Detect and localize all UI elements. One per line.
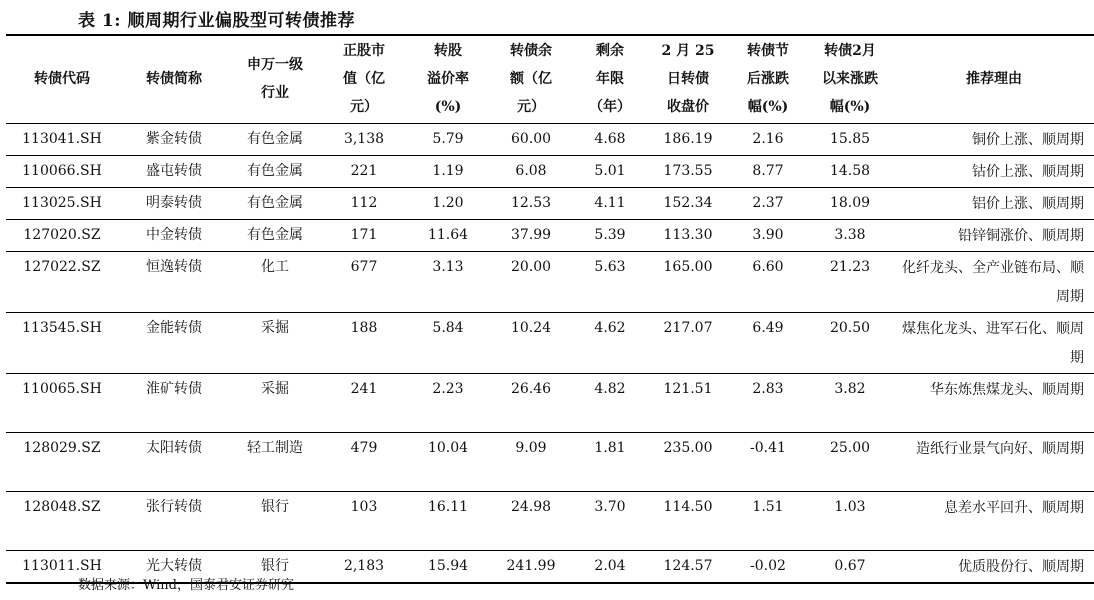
market-cap: 188	[350, 319, 378, 336]
close-price: 152.34	[663, 194, 713, 211]
conversion-premium: 16.11	[427, 498, 469, 515]
remaining-years: 3.70	[594, 498, 626, 515]
bond-balance: 241.99	[506, 557, 556, 574]
since-feb-change: 14.58	[829, 162, 871, 179]
header-close-price: 2 月 25 日转债 收盘价	[661, 43, 715, 116]
close-price: 235.00	[663, 439, 713, 456]
recommend-reason: 铜价上涨、顺周期	[972, 131, 1084, 148]
industry: 轻工制造	[247, 439, 303, 456]
close-price: 121.51	[663, 380, 713, 397]
header-name: 转债简称	[146, 71, 202, 88]
header-industry: 申万一级 行业	[247, 57, 303, 102]
market-cap: 3,138	[343, 130, 385, 147]
industry: 银行	[261, 498, 289, 515]
bond-code: 113011.SH	[22, 557, 102, 574]
post-holiday-change: 6.49	[752, 319, 784, 336]
remaining-years: 1.81	[594, 439, 626, 456]
recommend-reason: 华东炼焦煤龙头、顺周期	[930, 381, 1084, 398]
table-row	[6, 432, 1094, 491]
conversion-premium: 5.84	[432, 319, 464, 336]
remaining-years: 5.63	[594, 258, 626, 275]
data-source-note: 数据来源：Wind，国泰君安证券研究	[78, 578, 294, 593]
bond-name: 中金转债	[146, 226, 202, 243]
market-cap: 112	[350, 194, 378, 211]
remaining-years: 2.04	[594, 557, 626, 574]
since-feb-change: 21.23	[829, 258, 871, 275]
close-price: 173.55	[663, 162, 713, 179]
bond-balance: 60.00	[510, 130, 552, 147]
bond-balance: 10.24	[510, 319, 552, 336]
since-feb-change: 18.09	[829, 194, 871, 211]
bond-name: 淮矿转债	[146, 380, 202, 397]
post-holiday-change: 6.60	[752, 258, 784, 275]
remaining-years: 4.11	[594, 194, 626, 211]
bond-name: 紫金转债	[146, 130, 202, 147]
conversion-premium: 1.20	[432, 194, 464, 211]
industry: 银行	[261, 557, 289, 574]
remaining-years: 4.68	[594, 130, 626, 147]
market-cap: 103	[350, 498, 378, 515]
recommend-reason: 优质股份行、顺周期	[958, 558, 1084, 575]
table-row	[6, 123, 1094, 155]
since-feb-change: 15.85	[829, 130, 871, 147]
bond-balance: 9.09	[515, 439, 547, 456]
since-feb-change: 3.82	[834, 380, 866, 397]
convertible-bond-table	[6, 34, 1094, 584]
market-cap: 171	[350, 226, 378, 243]
post-holiday-change: 2.83	[752, 380, 784, 397]
bond-code: 128048.SZ	[23, 498, 101, 515]
header-remaining-years: 剩余 年限 （年）	[589, 43, 631, 116]
table-body	[6, 123, 1094, 583]
close-price: 113.30	[663, 226, 713, 243]
post-holiday-change: 8.77	[752, 162, 784, 179]
recommend-reason: 造纸行业景气向好、顺周期	[916, 440, 1084, 457]
conversion-premium: 10.04	[427, 439, 469, 456]
bond-name: 金能转债	[146, 319, 202, 336]
bond-balance: 12.53	[510, 194, 552, 211]
since-feb-change: 25.00	[829, 439, 871, 456]
industry: 有色金属	[247, 194, 303, 211]
market-cap: 479	[350, 439, 378, 456]
recommend-reason: 钴价上涨、顺周期	[972, 163, 1084, 180]
table-row	[6, 187, 1094, 219]
post-holiday-change: 1.51	[752, 498, 784, 515]
bond-code: 113025.SH	[22, 194, 102, 211]
market-cap: 677	[350, 258, 378, 275]
recommend-reason: 铅锌铜涨价、顺周期	[958, 227, 1084, 244]
industry: 化工	[261, 258, 289, 275]
bond-code: 128029.SZ	[23, 439, 101, 456]
bond-balance: 6.08	[515, 162, 547, 179]
since-feb-change: 1.03	[834, 498, 866, 515]
market-cap: 2,183	[343, 557, 385, 574]
bond-code: 113041.SH	[22, 130, 102, 147]
industry: 采掘	[261, 380, 289, 397]
recommend-reason: 息差水平回升、顺周期	[944, 499, 1084, 516]
market-cap: 241	[350, 380, 378, 397]
conversion-premium: 3.13	[432, 258, 464, 275]
since-feb-change: 0.67	[834, 557, 866, 574]
bond-balance: 20.00	[510, 258, 552, 275]
since-feb-change: 20.50	[829, 319, 871, 336]
header-reason: 推荐理由	[966, 71, 1022, 88]
recommend-reason: 铝价上涨、顺周期	[972, 195, 1084, 212]
bond-code: 127022.SZ	[23, 258, 101, 275]
post-holiday-change: 2.16	[752, 130, 784, 147]
bond-code: 110065.SH	[22, 380, 102, 397]
close-price: 186.19	[663, 130, 713, 147]
industry: 有色金属	[247, 226, 303, 243]
table-row	[6, 219, 1094, 251]
industry: 采掘	[261, 319, 289, 336]
table-row	[6, 373, 1094, 432]
bond-name: 明泰转债	[146, 194, 202, 211]
since-feb-change: 3.38	[834, 226, 866, 243]
close-price: 114.50	[663, 498, 713, 515]
remaining-years: 5.01	[594, 162, 626, 179]
bond-balance: 37.99	[510, 226, 552, 243]
bond-balance: 24.98	[510, 498, 552, 515]
post-holiday-change: 3.90	[752, 226, 784, 243]
bond-code: 110066.SH	[22, 162, 102, 179]
table-row	[6, 155, 1094, 187]
recommend-reason: 煤焦化龙头、进军石化、顺周期	[902, 320, 1084, 366]
conversion-premium: 15.94	[427, 557, 469, 574]
bond-name: 盛屯转债	[146, 162, 202, 179]
remaining-years: 4.82	[594, 380, 626, 397]
market-cap: 221	[350, 162, 378, 179]
industry: 有色金属	[247, 162, 303, 179]
header-conversion-premium: 转股 溢价率 (%)	[427, 43, 469, 116]
table-row	[6, 251, 1094, 312]
conversion-premium: 11.64	[427, 226, 469, 243]
bond-name: 张行转债	[146, 498, 202, 515]
recommend-reason: 化纤龙头、全产业链布局、顺周期	[902, 259, 1084, 305]
header-post-holiday-change: 转债节 后涨跌 幅(%)	[747, 43, 789, 116]
post-holiday-change: -0.41	[750, 439, 786, 456]
bond-name: 太阳转债	[146, 439, 202, 456]
industry: 有色金属	[247, 130, 303, 147]
bond-name: 光大转债	[146, 557, 202, 574]
table-title: 表 1: 顺周期行业偏股型可转债推荐	[78, 11, 355, 31]
bond-code: 127020.SZ	[23, 226, 101, 243]
table-header	[6, 35, 1094, 123]
remaining-years: 4.62	[594, 319, 626, 336]
bond-code: 113545.SH	[22, 319, 102, 336]
table-row	[6, 312, 1094, 373]
remaining-years: 5.39	[594, 226, 626, 243]
bond-balance: 26.46	[510, 380, 552, 397]
header-balance: 转债余 额（亿 元）	[510, 43, 552, 116]
header-since-feb-change: 转债2月 以来涨跌 幅(%)	[822, 43, 878, 116]
close-price: 217.07	[663, 319, 713, 336]
conversion-premium: 2.23	[432, 380, 464, 397]
conversion-premium: 5.79	[432, 130, 464, 147]
close-price: 165.00	[663, 258, 713, 275]
table-row	[6, 491, 1094, 550]
post-holiday-change: -0.02	[750, 557, 786, 574]
bond-name: 恒逸转债	[146, 258, 202, 275]
conversion-premium: 1.19	[432, 162, 464, 179]
header-code: 转债代码	[34, 71, 90, 88]
post-holiday-change: 2.37	[752, 194, 784, 211]
header-market-cap: 正股市 值（亿 元）	[343, 43, 385, 116]
close-price: 124.57	[663, 557, 713, 574]
